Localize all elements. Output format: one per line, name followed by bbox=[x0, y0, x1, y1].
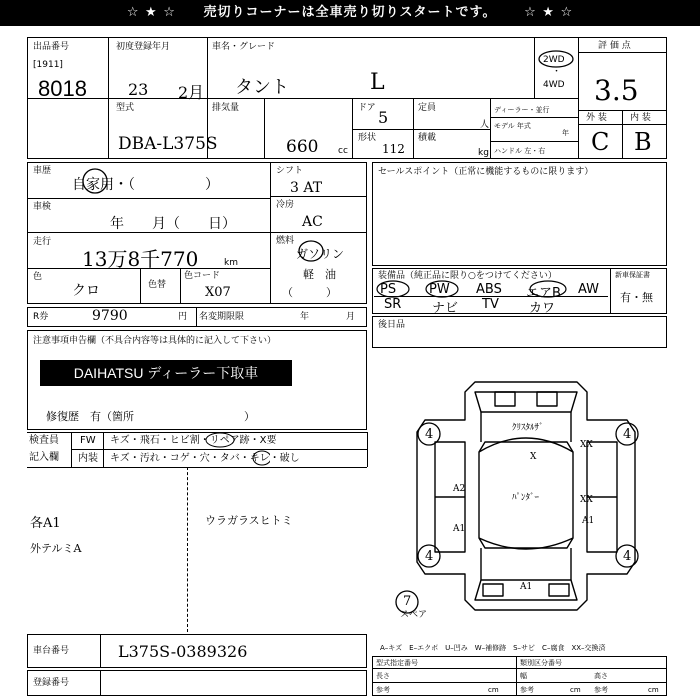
length-cm: cm bbox=[488, 686, 499, 694]
aftermarket-box bbox=[372, 316, 667, 348]
cc-unit: cc bbox=[338, 146, 348, 156]
warranty-label: 新車保証書 bbox=[615, 271, 650, 279]
top-banner bbox=[0, 0, 700, 26]
damage-mark-xx-1: XX bbox=[580, 440, 593, 450]
ext-label: 外 装 bbox=[586, 113, 607, 123]
sales-label: セールスポイント（正常に機能するものに限ります） bbox=[378, 167, 594, 177]
model-year-label: モデル 年式 bbox=[494, 122, 531, 130]
damage-mark-a2: A2 bbox=[453, 484, 466, 494]
car-name: タント bbox=[235, 77, 289, 98]
tire-mark-rl: 4 bbox=[425, 549, 434, 564]
door-label: ドア bbox=[358, 103, 376, 113]
mileage-label: 走行 bbox=[33, 237, 52, 247]
damage-mark-xx-2: XX bbox=[580, 495, 593, 505]
inspector-note-3: 外テルミA bbox=[30, 542, 82, 555]
lot-number: 8018 bbox=[38, 76, 87, 101]
type-designation-label: 型式指定番号 bbox=[376, 659, 418, 667]
tax-year: 年 bbox=[300, 312, 310, 322]
banner-stars-left: ☆ ★ ☆ bbox=[126, 5, 176, 20]
length-label: 長さ bbox=[376, 672, 390, 680]
width-ref: 参考 bbox=[520, 686, 534, 694]
height-ref: 参考 bbox=[594, 686, 608, 694]
chassis-value: L375S-0389326 bbox=[118, 642, 248, 661]
equip-airbag: エアB bbox=[526, 286, 561, 301]
int-label: 内 装 bbox=[630, 113, 651, 123]
cap-label: 定員 bbox=[418, 103, 437, 113]
r-value: 9790 bbox=[92, 308, 128, 324]
inspector-label-1: 検査員 bbox=[29, 435, 59, 446]
year-unit: 年 bbox=[562, 129, 569, 137]
tire-mark-fr: 4 bbox=[623, 427, 632, 442]
registration-box bbox=[27, 670, 367, 696]
equip-tv: TV bbox=[482, 297, 499, 312]
chassis-label: 車台番号 bbox=[33, 646, 70, 656]
damage-legend: A–キズ E–エクボ U–凹み W–補修跡 S–サビ C–腐食 XX–交換済 bbox=[380, 644, 606, 652]
doors-value: 5 bbox=[378, 108, 389, 127]
model-label: 型式 bbox=[116, 103, 135, 113]
ac-value: AC bbox=[302, 214, 323, 230]
history-circle-mark bbox=[80, 166, 110, 196]
score-value: 3.5 bbox=[594, 74, 639, 107]
height-label: 高さ bbox=[594, 672, 608, 680]
sales-box bbox=[372, 162, 667, 266]
fuel-circle-mark bbox=[296, 238, 326, 264]
drive-dot: ・ bbox=[552, 67, 562, 77]
int-label-row: 内装 bbox=[78, 453, 98, 464]
tire-mark-rr: 4 bbox=[623, 549, 632, 564]
lot-label: 出品番号 bbox=[33, 42, 70, 52]
color-label: 色 bbox=[33, 272, 43, 282]
damage-mark-roof: ﾊﾟﾝﾀﾞｰ bbox=[512, 493, 540, 503]
aftermarket-label: 後日品 bbox=[378, 320, 406, 330]
width-label: 幅 bbox=[520, 672, 527, 680]
damage-mark-front: ｸﾘｽﾀﾙｻﾞ bbox=[512, 423, 544, 433]
int-items: キズ・汚れ・コゲ・穴・タバ・キレ・破し bbox=[110, 453, 300, 464]
height-cm: cm bbox=[648, 686, 659, 694]
weight-label: 積載 bbox=[418, 133, 437, 143]
equipment-circle-marks bbox=[374, 278, 608, 314]
equip-abs: ABS bbox=[476, 282, 502, 297]
paint-label: 色替 bbox=[148, 280, 167, 290]
color-value: クロ bbox=[72, 283, 100, 299]
lot-sub: [1911] bbox=[33, 60, 63, 70]
disp-label: 排気量 bbox=[212, 103, 240, 113]
equipment-label: 装備品（純正品に限り○をつけてください） bbox=[378, 271, 557, 281]
displacement-value: 660 bbox=[286, 137, 319, 157]
handle-label: ハンドル 左・右 bbox=[494, 147, 546, 155]
spare-label: スペア bbox=[400, 610, 428, 620]
damage-mark-a1-left: A1 bbox=[453, 524, 466, 534]
inspection-value: 年 月（ 日） bbox=[110, 216, 236, 232]
tax-month: 月 bbox=[346, 312, 356, 322]
equip-pw: PW bbox=[429, 282, 450, 297]
spare-value: 7 bbox=[403, 594, 412, 609]
fuel-diesel: 軽 油 bbox=[303, 268, 336, 281]
shift-label: シフト bbox=[276, 166, 304, 176]
damage-mark-a1-right: A1 bbox=[582, 516, 595, 526]
score-label: 評 価 点 bbox=[598, 41, 631, 51]
warranty-value: 有・無 bbox=[620, 291, 653, 304]
cap-unit: 人 bbox=[480, 120, 490, 130]
width-cm: cm bbox=[570, 686, 581, 694]
history-value: 自家用・（ ） bbox=[72, 177, 219, 193]
shift-value: 3 AT bbox=[290, 180, 323, 196]
tax-label: 名変期限限 bbox=[199, 312, 245, 322]
drive-2wd: 2WD bbox=[543, 55, 565, 65]
history-label: 車歴 bbox=[33, 166, 52, 176]
int-score: B bbox=[634, 128, 652, 156]
equip-leather: カワ bbox=[529, 301, 556, 316]
class-number-label: 類別区分番号 bbox=[520, 659, 562, 667]
inspector-note-2: ウラガラスヒトミ bbox=[205, 514, 293, 527]
fuel-other: （ ） bbox=[282, 286, 337, 299]
km-unit: km bbox=[224, 258, 238, 268]
ac-label: 冷房 bbox=[276, 200, 295, 210]
inspector-circle-marks bbox=[190, 430, 270, 472]
equip-sr: SR bbox=[384, 297, 402, 312]
length-ref: 参考 bbox=[376, 686, 390, 694]
grade: L bbox=[370, 70, 385, 95]
shape-value: 112 bbox=[382, 142, 405, 156]
code-label: 色コード bbox=[184, 271, 221, 281]
tire-mark-fl: 4 bbox=[425, 427, 434, 442]
kg-unit: kg bbox=[478, 148, 489, 158]
inspector-label-2: 記入欄 bbox=[29, 452, 59, 463]
drive-circle-mark bbox=[536, 47, 576, 69]
model-value: DBA-L375S bbox=[118, 134, 218, 154]
r-ticket-box bbox=[27, 307, 367, 327]
reg-month: 2月 bbox=[178, 83, 205, 102]
fuel-label: 燃料 bbox=[276, 236, 295, 246]
inspection-label: 車検 bbox=[33, 202, 52, 212]
name-label: 車名・グレード bbox=[212, 42, 276, 52]
r-label: R券 bbox=[33, 312, 49, 322]
equip-navi: ナビ bbox=[432, 301, 459, 316]
damage-mark-x: X bbox=[530, 452, 537, 462]
registration-label: 登録番号 bbox=[33, 678, 70, 688]
damage-mark-a1-rear: A1 bbox=[520, 582, 533, 592]
reg-label: 初度登録年月 bbox=[116, 42, 171, 52]
equip-aw: AW bbox=[578, 282, 600, 297]
drive-4wd: 4WD bbox=[543, 80, 565, 90]
equip-ps: PS bbox=[380, 282, 397, 297]
dealer-tag: DAIHATSU ディーラー下取車 bbox=[40, 360, 292, 386]
fw-label: FW bbox=[80, 435, 96, 446]
reg-year: 23 bbox=[128, 80, 149, 99]
inspector-note-1: 各A1 bbox=[30, 516, 61, 531]
fuel-gas: ガソリン bbox=[296, 247, 345, 261]
color-code: X07 bbox=[205, 285, 231, 300]
ext-score: C bbox=[591, 128, 610, 156]
banner-stars-right: ☆ ★ ☆ bbox=[524, 5, 574, 20]
shape-label: 形状 bbox=[358, 133, 377, 143]
mileage-value: 13万8千770 bbox=[82, 247, 199, 271]
yen-unit: 円 bbox=[178, 312, 188, 322]
notes-label: 注意事項申告欄（不具合内容等は具体的に記入して下さい） bbox=[33, 336, 277, 346]
repair-label: 修復歴 有（箇所 ） bbox=[46, 410, 255, 423]
banner-text: 売切りコーナーは全車売り切りスタートです。 bbox=[203, 5, 497, 20]
fw-items: キズ・飛石・ヒビ割・リペア跡・X要 bbox=[110, 435, 277, 446]
dealer-label: ディーラー・並行 bbox=[494, 106, 550, 114]
